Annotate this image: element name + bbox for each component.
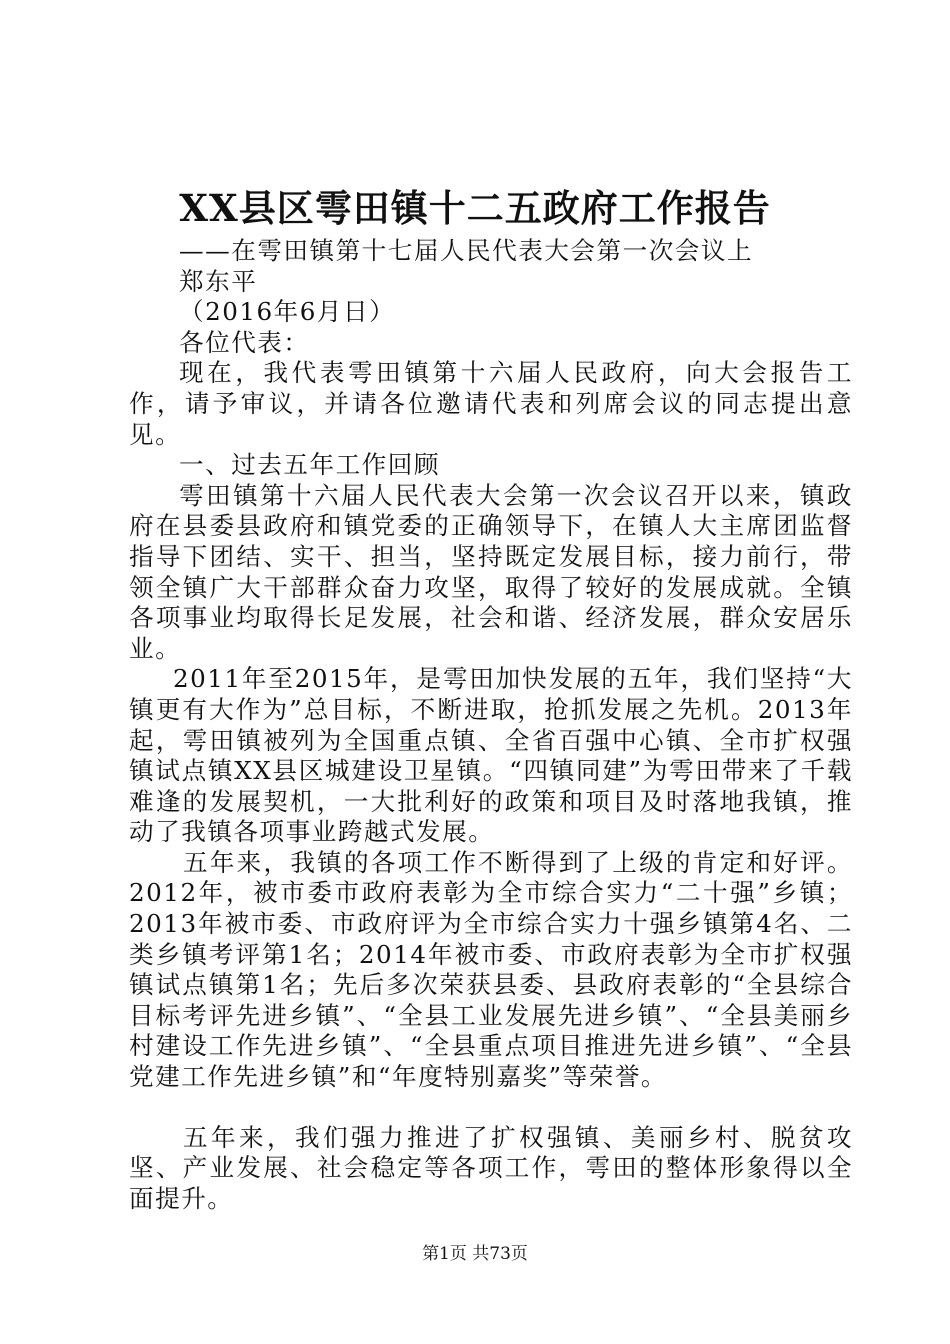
paragraph-honors: 五年来，我镇的各项工作不断得到了上级的肯定和好评。2012年，被市委市政府表彰为全市综合实力“二十强”乡镇；2013年被市委、市政府评为全市综合实力十强乡镇第4名、二类乡镇考评第1名；2014年被市委、市政府表彰为全市扩权强镇试点镇第1名；先后多次荣获县委、县政府表彰的“全县综合目标考评先进乡镇”、“全县工业发展先进乡镇”、“全县美丽乡村建设工作先进乡镇”、“全县重点项目推进先进乡镇”、“全县党建工作先进乡镇”和“年度特别嘉奖”等荣誉。 [129,847,853,1092]
paragraph-intro: 现在，我代表雩田镇第十六届人民政府，向大会报告工作，请予审议，并请各位邀请代表和列席会议的同志提出意见。 [129,358,853,449]
paragraph-progress: 五年来，我们强力推进了扩权强镇、美丽乡村、脱贫攻坚、产业发展、社会稳定等各项工作，雩田的整体形象得以全面提升。 [129,1122,853,1213]
document-author: 郑东平 [179,266,258,296]
document-date: （2016年6月日） [179,297,396,327]
document-subtitle: ——在雩田镇第十七届人民代表大会第一次会议上 [179,236,754,265]
section-heading: 一、过去五年工作回顾 [179,450,440,480]
paragraph-review: 雩田镇第十六届人民代表大会第一次会议召开以来，镇政府在县委县政府和镇党委的正确领导下，在镇人大主席团监督指导下团结、实干、担当，坚持既定发展目标，接力前行，带领全镇广大干部群众奋力攻坚，取得了较好的发展成就。全镇各项事业均取得长足发展，社会和谐、经济发展，群众安居乐业。 [129,480,853,663]
salutation: 各位代表： [179,327,310,357]
paragraph-five-years: 2011年至2015年，是雩田加快发展的五年，我们坚持“大镇更有大作为”总目标，不断进取，抢抓发展之先机。2013年起，雩田镇被列为全国重点镇、全省百强中心镇、全市扩权强镇试点镇XX县区城建设卫星镇。“四镇同建”为雩田带来了千载难逢的发展契机，一大批利好的政策和项目及时落地我镇，推动了我镇各项事业跨越式发展。 [129,664,853,847]
document-title: XX县区雩田镇十二五政府工作报告 [179,186,771,230]
page-footer: 第1页 共73页 [422,1244,528,1264]
document-body [129,236,853,1214]
